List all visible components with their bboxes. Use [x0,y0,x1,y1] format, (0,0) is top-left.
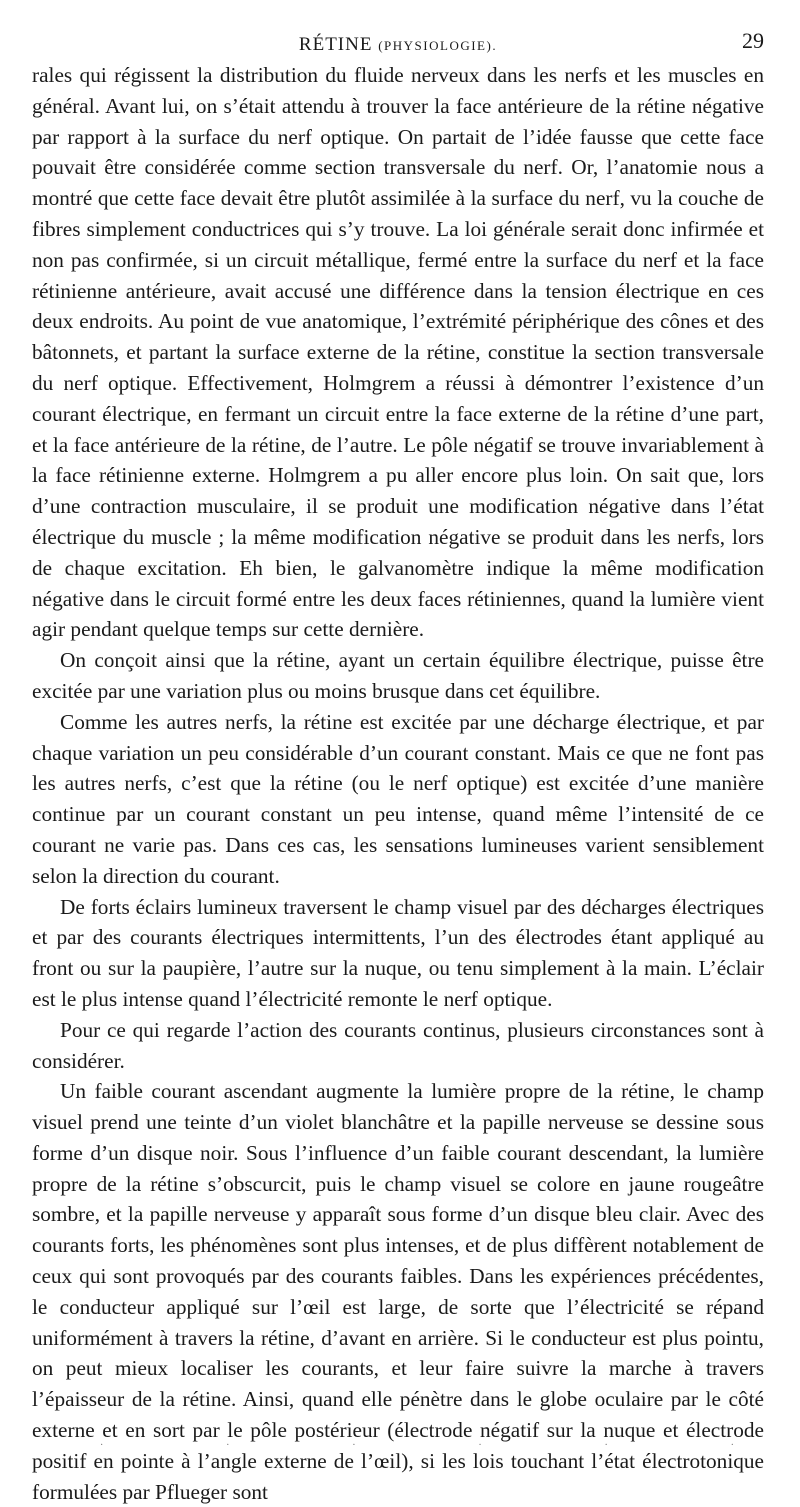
print-mark: · [226,1440,236,1451]
paragraph: rales qui régissent la distribution du fluide nerveux dans les nerfs et les muscles en général. Avant lui, on s’était attendu à trouver la face antérieure de la rétine négative par rapport à la surface du nerf optique. On partait de l’idée fausse que cette face pouvait être considérée comme section transversale du nerf. Or, l’anatomie nous a montré que cette face devait être plutôt assimilée à la surface du nerf, vu la couche de fibres simplement conductrices qui s’y trouve. La loi générale serait donc infirmée et non pas confirmée, si un circuit métallique, fermé entre la surface du nerf et la face rétinienne antérieure, avait accusé une différence dans la tension électrique en ces deux endroits. Au point de vue anatomique, l’extrémité périphérique des cônes et des bâtonnets, et partant la surface externe de la rétine, constitue la section transversale du nerf optique. Effectivement, Holmgrem a réussi à démontrer l’existence d’un courant électrique, en fermant un circuit entre la face externe de la rétine d’une part, et la face antérieure de la rétine, de l’autre. Le pôle négatif se trouve invariablement à la face rétinienne externe. Holmgrem a pu aller encore plus loin. On sait que, lors d’une contraction musculaire, il se produit une modification négative dans l’état électrique du muscle ; la même modification négative se produit dans les nerfs, lors de chaque excitation. Eh bien, le galvanomètre indique la même modification négative dans le circuit formé entre les deux faces rétiniennes, quand la lumière vient agir pendant quelque temps sur cette dernière. [32,63,764,642]
paragraph: De forts éclairs lumineux traversent le champ visuel par des décharges électriques et par des courants électriques intermittents, l’un des électrodes étant appliqué au front ou sur la paupière, l’autre sur la nuque, ou tenu simplement à la main. L’éclair est le plus intense quand l’électricité remonte le nerf optique. [32,894,764,1011]
paragraph: On conçoit ainsi que la rétine, ayant un certain équilibre électrique, puisse être excitée par une variation plus ou moins brusque dans cet équilibre. [32,648,764,703]
print-mark: · [352,1440,362,1451]
print-mark: · [604,1440,614,1451]
running-head-title: RÉTINE [298,34,373,55]
print-mark: · [100,1440,110,1451]
page-header [32,28,764,58]
footer-print-marks [100,1440,740,1451]
paragraph: Comme les autres nerfs, la rétine est excitée par une décharge électrique, et par chaque variation un peu considérable d’un courant constant. Mais ce que ne font pas les autres nerfs, c’est que la rétine (ou le nerf optique) est excitée d’une manière continue par un courant constant un peu intense, quand même l’intensité de ce courant ne varie pas. Dans ces cas, les sensations lumineuses varient sensiblement selon la direction du courant. [32,709,764,888]
print-mark: · [478,1440,488,1451]
running-head-subtitle: (PHYSIOLOGIE). [378,38,498,53]
print-mark: · [730,1440,740,1451]
running-head [32,34,764,56]
paragraph: Pour ce qui regarde l’action des courants continus, plusieurs circonstances sont à considérer. [32,1017,764,1073]
body-text [32,60,764,1507]
page-number: 29 [742,28,764,53]
paragraph: Un faible courant ascendant augmente la lumière propre de la rétine, le champ visuel prend une teinte d’un violet blanchâtre et la papille nerveuse se dessine sous forme d’un disque noir. Sous l’influence d’un faible courant descendant, la lumière propre de la rétine s’obscurcit, puis le champ visuel se colore en jaune rougeâtre sombre, et la papille nerveuse y apparaît sous forme d’un disque bleu clair. Avec des courants forts, les phénomènes sont plus intenses, et de plus diffèrent notablement de ceux qui sont provoqués par des courants faibles. Dans les expériences précédentes, le conducteur appliqué sur l’œil est large, de sorte que l’électricité se répand uniformément à travers la rétine, d’avant en arrière. Si le conducteur est plus pointu, on peut mieux localiser les courants, et leur faire suivre la marche à travers l’épaisseur de la rétine. Ainsi, quand elle pénètre dans le globe oculaire par le côté externe et en sort par le pôle postérieur (électrode négatif sur la nuque et électrode positif en pointe à l’angle externe de l’œil), si les lois touchant l’état électrotonique formulées par Pflueger sont [32,1079,764,1504]
